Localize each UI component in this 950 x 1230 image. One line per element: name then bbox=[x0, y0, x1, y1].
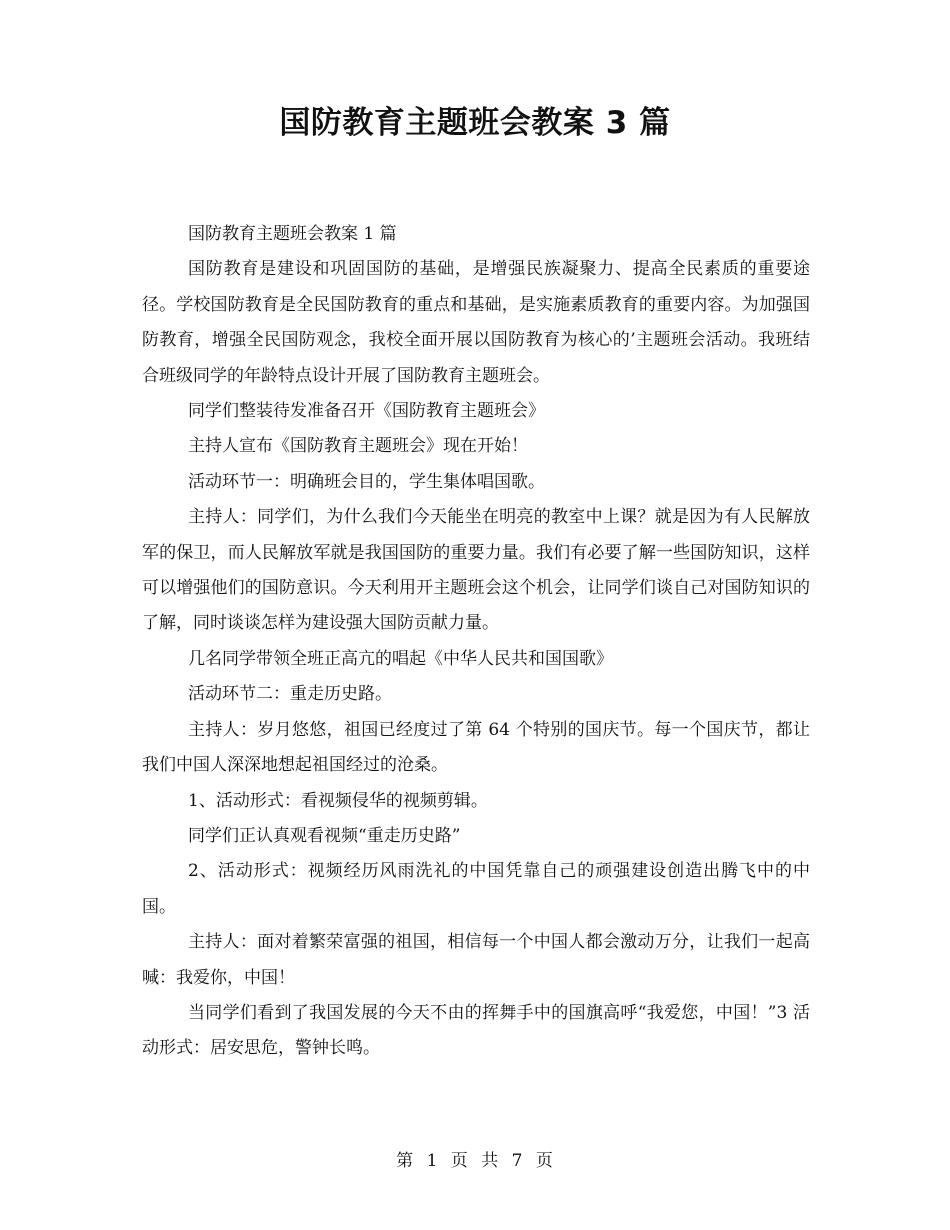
paragraph: 同学们正认真观看视频“重走历史路” bbox=[188, 825, 461, 846]
paragraph: 活动环节一：明确班会目的，学生集体唱国歌。 bbox=[188, 471, 545, 492]
section-heading: 国防教育主题班会教案 1 篇 bbox=[188, 224, 397, 244]
paragraph: 同学们整装待发准备召开《国防教育主题班会》 bbox=[188, 401, 545, 422]
paragraph: 活动环节二：重走历史路。 bbox=[188, 684, 392, 705]
document-body bbox=[142, 217, 810, 1067]
paragraph: 1、活动形式：看视频侵华的视频剪辑。 bbox=[188, 790, 488, 811]
paragraph: 主持人：面对着繁荣富强的祖国，相信每一个中国人都会激动万分，让我们一起高喊：我爱你，中国！ bbox=[142, 932, 810, 988]
document-title: 国防教育主题班会教案 3 篇 bbox=[279, 105, 671, 141]
paragraph: 主持人：同学们，为什么我们今天能坐在明亮的教室中上课？就是因为有人民解放军的保卫，而人民解放军就是我国国防的重要力量。我们有必要了解一些国防知识，这样可以增强他们的国防意识。今天利用开主题班会这个机会，让同学们谈自己对国防知识的了解，同时谈谈怎样为建设强大国防贡献力量。 bbox=[142, 507, 810, 634]
paragraph: 国防教育是建设和巩固国防的基础，是增强民族凝聚力、提高全民素质的重要途径。学校国防教育是全民国防教育的重点和基础，是实施素质教育的重要内容。为加强国防教育，增强全民国防观念，我校全面开展以国防教育为核心的’主题班会活动。我班结合班级同学的年龄特点设计开展了国防教育主题班会。 bbox=[142, 259, 810, 386]
paragraph: 主持人：岁月悠悠，祖国已经度过了第 64 个特别的国庆节。每一个国庆节，都让我们中国人深深地想起祖国经过的沧桑。 bbox=[142, 719, 810, 776]
page-number-footer: 第 1 页 共 7 页 bbox=[396, 1151, 554, 1171]
paragraph: 几名同学带领全班正高亢的唱起《中华人民共和国国歌》 bbox=[188, 648, 613, 669]
paragraph: 2、活动形式：视频经历风雨洗礼的中国凭靠自己的顽强建设创造出腾飞中的中国。 bbox=[142, 861, 810, 917]
paragraph: 当同学们看到了我国发展的今天不由的挥舞手中的国旗高呼“我爱您，中国！”3 活动形式：居安思危，警钟长鸣。 bbox=[142, 1002, 810, 1059]
paragraph: 主持人宣布《国防教育主题班会》现在开始！ bbox=[188, 436, 528, 457]
